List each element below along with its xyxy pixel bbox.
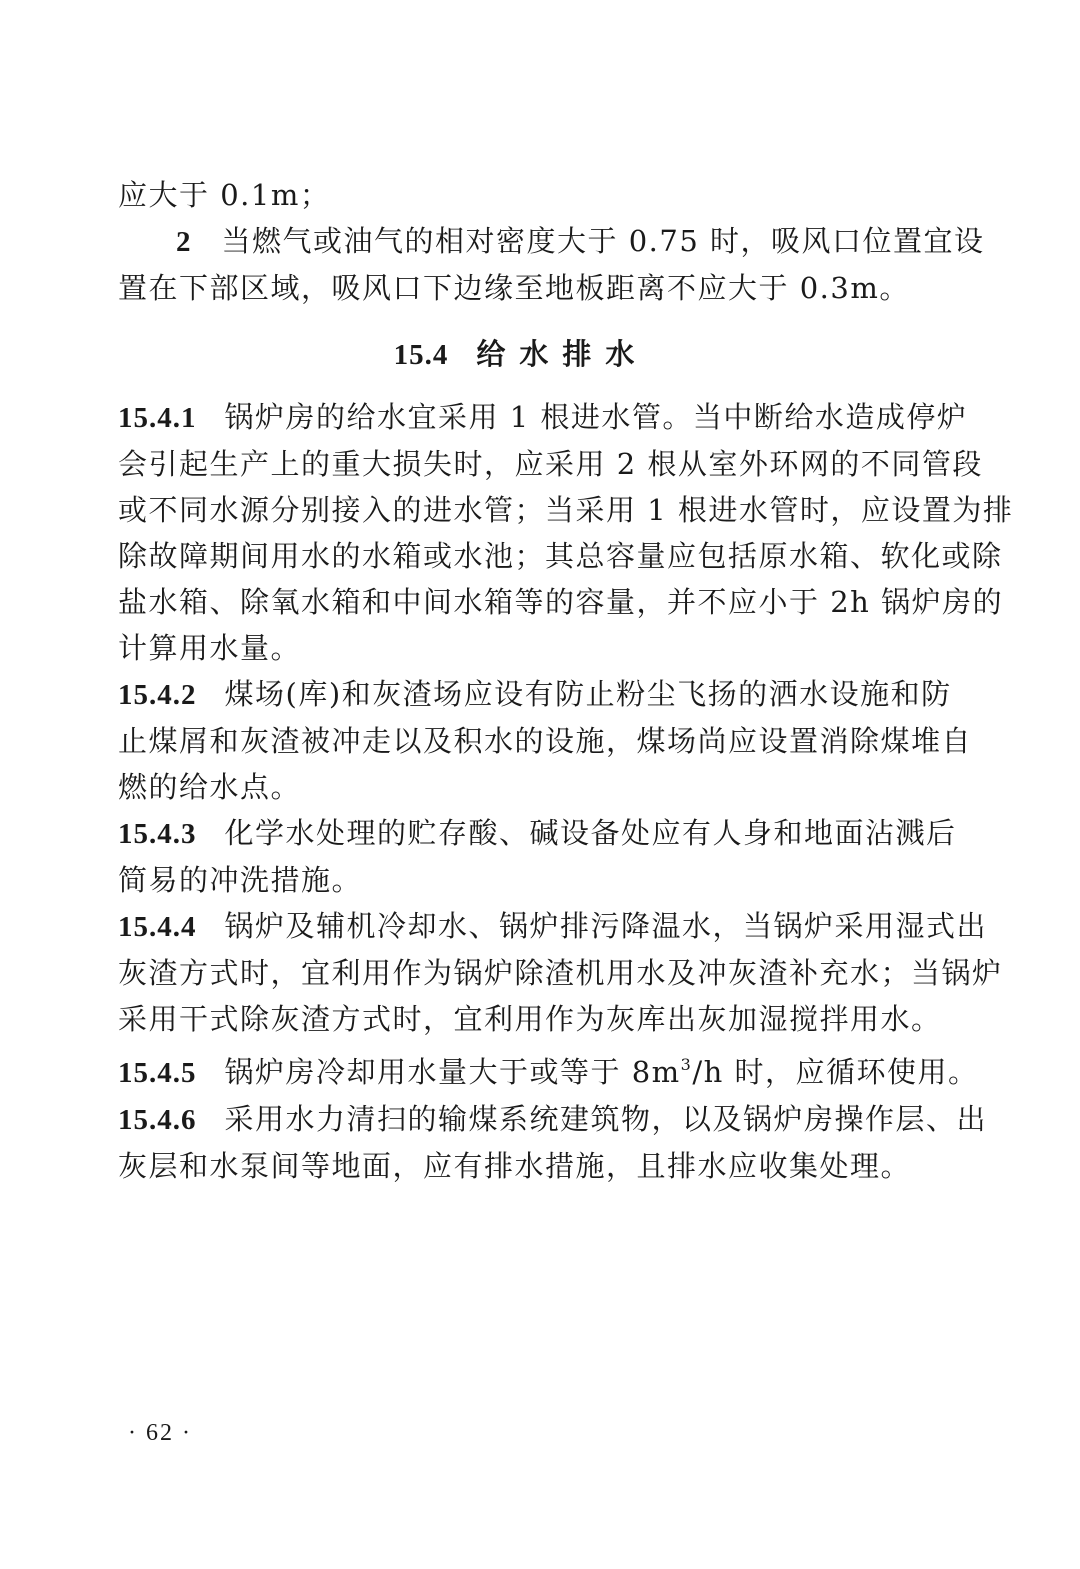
- clause-number: 15.4.1: [118, 402, 197, 434]
- section-number: 15.4: [393, 339, 449, 371]
- clause-number: 15.4.2: [118, 679, 197, 711]
- page-number: · 62 ·: [128, 1420, 192, 1446]
- clause-line: [118, 810, 957, 857]
- clause-number: 15.4.5: [118, 1057, 197, 1089]
- clause-number: 15.4.6: [118, 1104, 197, 1136]
- clause-line: 简易的冲洗措施。: [118, 863, 363, 897]
- clause-number: 15.4.4: [118, 911, 197, 943]
- clause-line: 或不同水源分别接入的进水管；当采用 1 根进水管时，应设置为排: [118, 493, 1014, 527]
- section-heading: [118, 331, 924, 378]
- clause-text: 煤场(库)和灰渣场应设有防止粉尘飞扬的洒水设施和防: [224, 677, 952, 711]
- clause-line: 计算用水量。: [118, 631, 302, 665]
- section-title: 给水排水: [476, 337, 649, 371]
- clause-text: 采用水力清扫的输煤系统建筑物，以及锅炉房操作层、出: [224, 1102, 988, 1136]
- clause-15-4-2: [118, 671, 973, 810]
- superscript: 3: [680, 1055, 693, 1074]
- continuation-line: 应大于 0.1m；: [118, 178, 331, 212]
- document-page: [118, 172, 1014, 1189]
- item-2-line-1: [118, 218, 985, 265]
- clause-text: 锅炉房冷却用水量大于或等于 8m: [224, 1055, 681, 1089]
- clause-text: 锅炉及辅机冷却水、锅炉排污降温水，当锅炉采用湿式出: [224, 909, 988, 943]
- clause-text-end: /h 时，应循环使用。: [692, 1055, 979, 1089]
- clause-line: [118, 903, 988, 950]
- clause-line: 采用干式除灰渣方式时，宜利用作为灰库出灰加湿搅拌用水。: [118, 1002, 942, 1036]
- clause-line: 燃的给水点。: [118, 770, 302, 804]
- clause-line: [118, 1042, 979, 1096]
- item-number: 2: [176, 226, 191, 258]
- clause-text: 锅炉房的给水宜采用 1 根进水管。当中断给水造成停炉: [224, 400, 968, 434]
- clause-line: 除故障期间用水的水箱或水池；其总容量应包括原水箱、软化或除: [118, 539, 1003, 573]
- item-2-text: 当燃气或油气的相对密度大于 0.75 时，吸风口位置宜设: [221, 224, 985, 258]
- clause-line: 会引起生产上的重大损失时，应采用 2 根从室外环网的不同管段: [118, 447, 983, 481]
- clause-15-4-1: [118, 394, 1014, 671]
- clause-line: 灰渣方式时，宜利用作为锅炉除渣机用水及冲灰渣补充水；当锅炉: [118, 956, 1003, 990]
- clause-line: 盐水箱、除氧水箱和中间水箱等的容量，并不应小于 2h 锅炉房的: [118, 585, 1004, 619]
- item-2-line-2: 置在下部区域，吸风口下边缘至地板距离不应大于 0.3m。: [118, 271, 910, 305]
- clause-line: 止煤屑和灰渣被冲走以及积水的设施，煤场尚应设置消除煤堆自: [118, 724, 973, 758]
- clause-15-4-3: [118, 810, 957, 903]
- clause-text: 化学水处理的贮存酸、碱设备处应有人身和地面沾溅后: [224, 816, 957, 850]
- clause-line: [118, 394, 968, 441]
- clause-line: 灰层和水泵间等地面，应有排水措施，且排水应收集处理。: [118, 1149, 912, 1183]
- clause-line: [118, 1096, 988, 1143]
- clause-15-4-6: [118, 1096, 988, 1189]
- clause-line: [118, 671, 952, 718]
- clause-number: 15.4.3: [118, 818, 197, 850]
- clause-15-4-4: [118, 903, 1003, 1042]
- clause-15-4-5: [118, 1042, 979, 1096]
